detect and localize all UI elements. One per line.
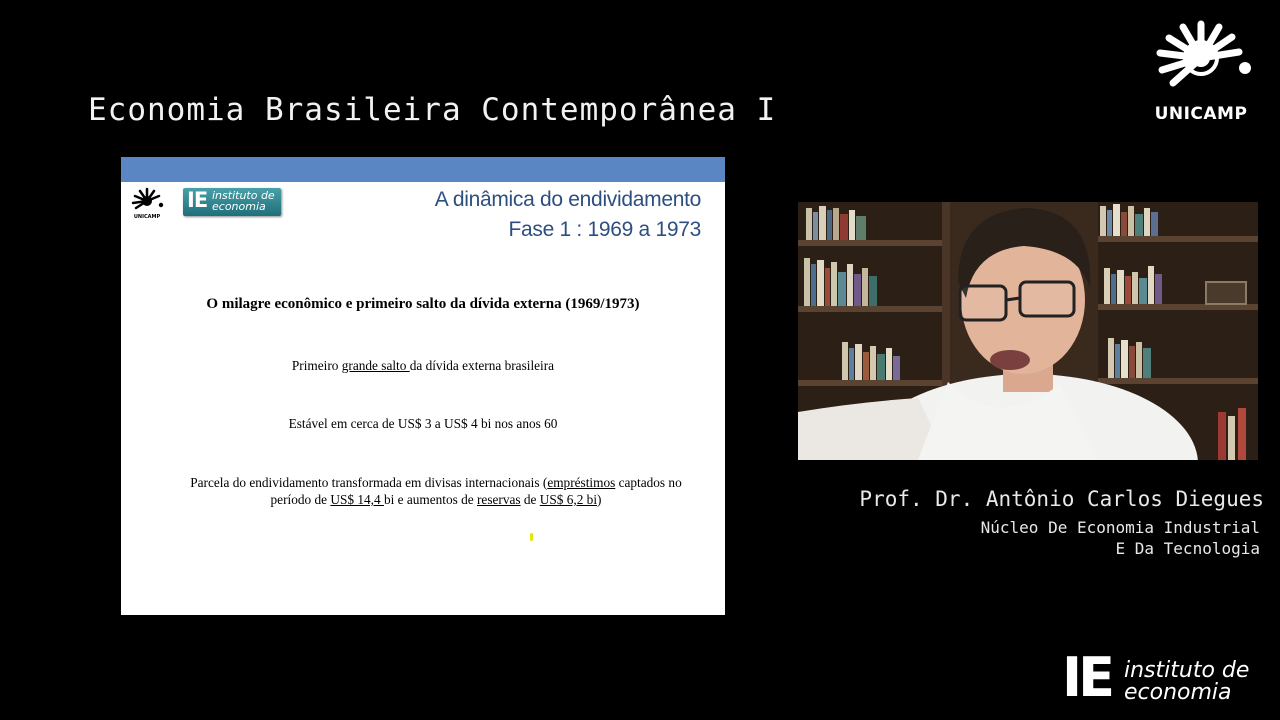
slide-title-line1: A dinâmica do endividamento <box>434 188 701 211</box>
slide-bullet-3 <box>181 474 691 508</box>
bullet-3-part5: ) <box>597 492 602 507</box>
bullet-3-part2: captados no período de <box>270 475 682 507</box>
slide-bullet-1 <box>121 357 725 375</box>
slide-bullet-2: Estável em cerca de US$ 3 a US$ 4 bi nos anos 60 <box>288 416 558 431</box>
presenter-dept-line2: E Da Tecnologia <box>1115 539 1260 558</box>
unicamp-wordmark: UNICAMP <box>1154 104 1248 124</box>
presenter-department <box>981 517 1260 559</box>
slide-unicamp-label: UNICAMP <box>133 214 161 219</box>
slide-ie-letters: IE <box>187 188 208 212</box>
bullet-3-part1: Parcela do endividamento transformada em divisas internacionais ( <box>190 475 548 490</box>
bullet-3-u3: reservas <box>477 492 521 507</box>
slide-title <box>435 185 701 245</box>
bullet-3-u1: empréstimos <box>547 475 616 490</box>
unicamp-logo <box>1143 16 1259 128</box>
unicamp-emblem-icon <box>1143 16 1259 106</box>
ie-logo-line1: instituto de <box>1124 658 1250 683</box>
presenter-dept-line1: Núcleo De Economia Industrial <box>980 518 1260 537</box>
instituto-economia-logo <box>1062 646 1266 710</box>
slide-ie-text-line2: economia <box>212 200 266 213</box>
bullet-1-underlined: grande salto <box>341 358 410 373</box>
ie-logo-line2: economia <box>1124 680 1232 705</box>
slide-unicamp-logo-icon <box>131 187 165 219</box>
slide-title-line2: Fase 1 : 1969 a 1973 <box>508 218 701 241</box>
bullet-3-u2: US$ 14,4 <box>330 492 384 507</box>
slide-header-bar <box>121 157 725 182</box>
presenter-name: Prof. Dr. Antônio Carlos Diegues <box>859 487 1264 511</box>
bullet-3-part3: bi e aumentos de <box>383 492 477 507</box>
course-title: Economia Brasileira Contemporânea I <box>88 92 777 128</box>
slide-heading: O milagre econômico e primeiro salto da dívida externa (1969/1973) <box>206 296 640 312</box>
presentation-slide <box>121 157 725 615</box>
slide-ie-logo <box>183 188 281 216</box>
slide-ie-text-line1: instituto de <box>212 189 275 202</box>
bullet-3-part4: de <box>520 492 540 507</box>
presenter-webcam-feed <box>798 202 1258 460</box>
bullet-1-before: Primeiro <box>291 358 342 373</box>
pointer-cursor <box>530 533 533 541</box>
bullet-3-u4: US$ 6,2 bi <box>539 492 598 507</box>
ie-logo-letters: IE <box>1062 646 1111 709</box>
slide-logos <box>131 187 276 219</box>
presenter-video-image <box>798 202 1258 460</box>
bullet-1-after: da dívida externa brasileira <box>409 358 555 373</box>
